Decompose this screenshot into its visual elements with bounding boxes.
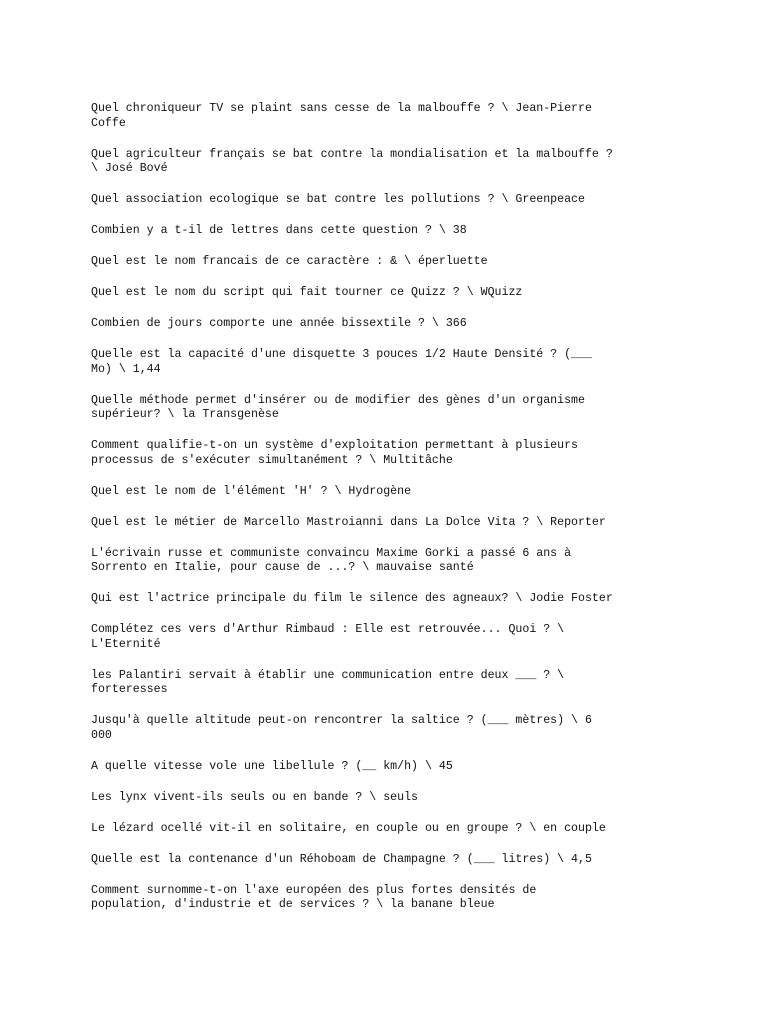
quiz-question-3: Quel association ecologique se bat contre les pollutions ? \ Greenpeace: [91, 193, 585, 206]
quiz-question-2: Quel agriculteur français se bat contre la mondialisation et la malbouffe ? \ José Bové: [91, 147, 613, 175]
quiz-question-17: Jusqu'à quelle altitude peut-on rencontrer la saltice ? (___ mètres) \ 6 000: [91, 714, 592, 742]
quiz-question-12: Quel est le métier de Marcello Mastroianni dans La Dolce Vita ? \ Reporter: [91, 515, 606, 529]
quiz-question-13: L'écrivain russe et communiste convaincu Maxime Gorki a passé 6 ans à Sorrento en Italie, pour cause de ...? \ mauvaise santé: [91, 546, 572, 574]
quiz-question-21: Quelle est la contenance d'un Réhoboam de Champagne ? (___ litres) \ 4,5: [91, 852, 592, 866]
document-page: [91, 102, 691, 929]
quiz-question-1: Quel chroniqueur TV se plaint sans cesse de la malbouffe ? \ Jean-Pierre Coffe: [91, 102, 592, 130]
quiz-question-5: Quel est le nom francais de ce caractère : & \ éperluette: [91, 255, 488, 268]
quiz-question-20: Le lézard ocellé vit-il en solitaire, en couple ou en groupe ? \ en couple: [91, 821, 606, 835]
quiz-question-11: Quel est le nom de l'élément 'H' ? \ Hydrogène: [91, 484, 412, 498]
quiz-question-19: Les lynx vivent-ils seuls ou en bande ? \ seuls: [91, 790, 418, 804]
quiz-question-7: Combien de jours comporte une année bissextile ? \ 366: [91, 317, 467, 330]
quiz-question-15: Complétez ces vers d'Arthur Rimbaud : Elle est retrouvée... Quoi ? \ L'Eternité: [91, 623, 565, 651]
quiz-question-18: A quelle vitesse vole une libellule ? (__ km/h) \ 45: [91, 759, 453, 773]
quiz-question-4: Combien y a t-il de lettres dans cette question ? \ 38: [91, 224, 467, 237]
quiz-question-10: Comment qualifie-t-on un système d'exploitation permettant à plusieurs processus de s'exécuter simultanément ? \ Multitâche: [91, 439, 579, 467]
quiz-question-6: Quel est le nom du script qui fait tourner ce Quizz ? \ WQuizz: [91, 286, 523, 299]
quiz-question-16: les Palantiri servait à établir une communication entre deux ___ ? \ forteresses: [91, 668, 565, 696]
quiz-question-8: Quelle est la capacité d'une disquette 3 pouces 1/2 Haute Densité ? (___ Mo) \ 1,44: [91, 348, 592, 376]
quiz-question-14: Qui est l'actrice principale du film le silence des agneaux? \ Jodie Foster: [91, 592, 613, 605]
quiz-question-9: Quelle méthode permet d'insérer ou de modifier des gènes d'un organisme supérieur? \ la Transgenèse: [91, 393, 585, 421]
quiz-question-22: Comment surnomme-t-on l'axe européen des plus fortes densités de population, d'industrie et de services ? \ la banane bleue: [91, 883, 537, 911]
